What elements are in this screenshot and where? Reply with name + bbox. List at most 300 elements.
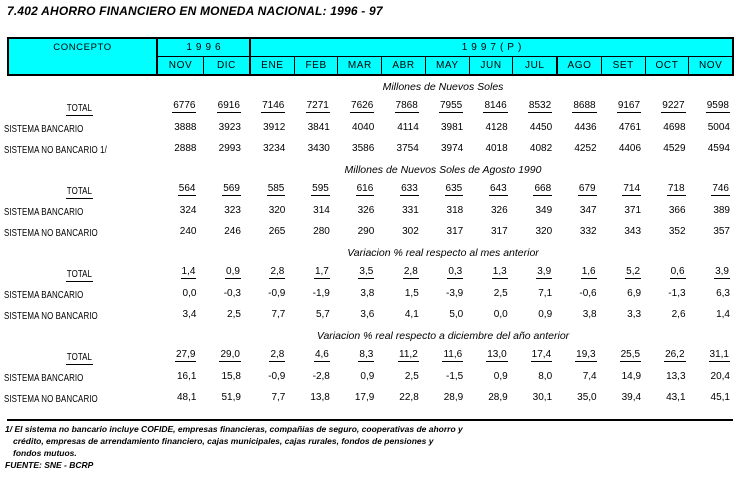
cell-value: 3,9	[715, 266, 729, 277]
months-row-1996	[158, 57, 249, 74]
year-group-1997	[249, 39, 732, 74]
cell-value: 17,4	[531, 349, 552, 360]
cell	[376, 226, 420, 237]
cell	[688, 100, 732, 113]
cell	[599, 392, 643, 403]
cell	[287, 122, 331, 133]
cell-value: -0,6	[579, 288, 597, 299]
cell	[599, 205, 643, 216]
cell-value: 14,9	[621, 371, 642, 382]
cell-value: 3586	[352, 143, 375, 154]
cell	[243, 205, 287, 216]
cell	[376, 143, 420, 154]
cell	[510, 371, 554, 382]
cell-value: 9598	[706, 100, 729, 111]
cell-value: 7146	[262, 100, 285, 111]
cell	[688, 226, 732, 237]
cell	[332, 392, 376, 403]
cell	[198, 288, 242, 299]
cell	[599, 266, 643, 279]
cell	[688, 309, 732, 320]
row-label-cell	[4, 306, 154, 324]
cell-value: 3,9	[537, 266, 552, 277]
cell-value: 26,2	[665, 349, 685, 360]
cell	[421, 309, 465, 320]
table-row	[4, 283, 732, 304]
cell	[510, 205, 554, 216]
cell-value: -0,9	[268, 288, 286, 299]
cell	[688, 183, 732, 196]
cell-value: 4040	[352, 122, 375, 133]
cell	[376, 266, 420, 279]
month-header-oct-1: OCT	[645, 57, 689, 74]
cell-value: 2,8	[270, 349, 285, 360]
cell-value: 43,1	[666, 392, 686, 403]
row-label-cell	[4, 347, 154, 365]
cell-value: 326	[491, 205, 508, 216]
cell	[465, 226, 509, 237]
cell	[332, 143, 376, 154]
cell-value: 1,4	[716, 309, 730, 320]
cell	[243, 266, 287, 279]
cell	[643, 122, 687, 133]
month-header-ene-1: ENE	[261, 60, 284, 71]
cell-value: 718	[667, 183, 685, 194]
cell	[198, 143, 242, 154]
month-header-jun-1: JUN	[469, 57, 513, 74]
cell	[287, 392, 331, 403]
row-label-cell	[4, 181, 154, 199]
month-header-may-1: MAY	[425, 57, 469, 74]
cell	[154, 309, 198, 320]
cell-value: 4761	[618, 122, 642, 133]
year-label-1997: 1997(P)	[251, 39, 732, 57]
cell-value: 8688	[573, 100, 596, 111]
cell	[510, 122, 554, 133]
cell	[643, 392, 687, 403]
table-row	[4, 304, 732, 325]
month-header-jul-1: JUL	[512, 57, 556, 74]
months-row-1997	[251, 57, 732, 74]
cell	[154, 100, 198, 113]
cell-value: 11,6	[443, 349, 463, 360]
cell	[643, 143, 687, 154]
cell	[465, 288, 509, 299]
cell	[154, 183, 198, 196]
cell	[599, 309, 643, 320]
row-label: TOTAL	[66, 268, 92, 280]
cell	[376, 183, 420, 196]
row-label-cell	[4, 202, 154, 220]
cell	[554, 371, 598, 382]
section-3	[4, 325, 732, 408]
row-label-cell	[4, 285, 154, 303]
cell-value: 8146	[484, 100, 507, 111]
cell-value: 2888	[174, 143, 197, 154]
month-header-feb-1: FEB	[294, 57, 338, 74]
cell-value: 4114	[397, 122, 419, 133]
cell-value: -1,3	[668, 288, 686, 299]
cell-value: 323	[224, 205, 241, 216]
cell	[198, 371, 242, 382]
cell	[688, 143, 732, 154]
cell	[465, 205, 509, 216]
cell-value: 326	[357, 205, 375, 216]
cell-value: 2,5	[404, 371, 419, 382]
cell-value: 2,6	[671, 309, 686, 320]
cell	[688, 122, 732, 133]
cell	[332, 100, 376, 113]
cell-value: 7271	[306, 100, 329, 111]
row-label: TOTAL	[66, 351, 92, 363]
month-header-abr-1: ABR	[381, 57, 425, 74]
cell-value: 6776	[173, 100, 196, 111]
cell	[287, 100, 331, 113]
cell	[421, 392, 465, 403]
cell-value: 4529	[663, 143, 686, 154]
cell	[599, 349, 643, 362]
row-label: SISTEMA NO BANCARIO	[4, 393, 98, 405]
cell	[688, 392, 732, 403]
cell	[287, 183, 331, 196]
cell-value: 317	[491, 226, 508, 237]
cell-value: 30,1	[532, 392, 553, 403]
cell	[332, 288, 376, 299]
cell	[154, 349, 198, 362]
cell	[198, 226, 242, 237]
cell-value: 280	[313, 226, 330, 237]
cell-value: 3,4	[182, 309, 197, 320]
cell	[287, 143, 331, 154]
cell	[599, 122, 643, 133]
row-label: SISTEMA NO BANCARIO 1/	[4, 144, 107, 156]
cell-value: -3,9	[445, 288, 464, 299]
cell	[643, 288, 687, 299]
cell	[198, 309, 242, 320]
row-label: SISTEMA BANCARIO	[4, 372, 84, 384]
cell-value: 16,1	[176, 371, 197, 382]
cell-value: 51,9	[221, 392, 241, 403]
row-label-cell	[4, 389, 154, 407]
row-label: SISTEMA NO BANCARIO	[4, 227, 98, 239]
cell-value: 595	[312, 183, 329, 194]
cell-value: 39,4	[621, 392, 642, 403]
cell	[510, 309, 554, 320]
cell	[554, 143, 598, 154]
cell-value: 0,9	[360, 371, 375, 382]
cell	[421, 143, 465, 154]
cell	[376, 122, 420, 133]
section-0	[4, 76, 732, 159]
cell	[465, 266, 509, 279]
cell	[465, 143, 509, 154]
cell-value: 4698	[663, 122, 686, 133]
footnote-line: crédito, empresas de arrendamiento financiero, cajas municipales, cajas rurales, fondos de pensiones y	[13, 436, 434, 446]
cell	[243, 309, 287, 320]
cell	[688, 349, 732, 362]
cell-value: 0,9	[538, 309, 553, 320]
cell-value: 6,3	[716, 288, 730, 299]
source-note: FUENTE: SNE - BCRP	[5, 460, 94, 470]
cell-value: 8,0	[538, 371, 553, 382]
cell-value: 3981	[440, 122, 464, 133]
cell	[154, 288, 198, 299]
cell-value: 265	[268, 226, 286, 237]
cell	[332, 226, 376, 237]
cell-value: 45,1	[710, 392, 730, 403]
cell-value: 0,6	[670, 266, 685, 277]
row-label-cell	[4, 98, 154, 116]
cell	[198, 122, 242, 133]
cell-value: 3974	[440, 143, 464, 154]
cell	[643, 349, 687, 362]
cell	[465, 183, 509, 196]
cell-value: 7955	[439, 100, 463, 111]
cell	[243, 349, 287, 362]
cell-value: 4450	[529, 122, 553, 133]
cell-value: 31,1	[709, 349, 729, 360]
cell	[510, 226, 554, 237]
cell-value: 4436	[574, 122, 597, 133]
cell-value: 3,8	[582, 309, 597, 320]
year-group-1996	[158, 39, 249, 74]
cell-value: -0,3	[223, 288, 241, 299]
cell	[510, 392, 554, 403]
year-label-1996: 1996	[158, 39, 249, 57]
month-header-set-1: SET	[601, 57, 645, 74]
cell	[465, 349, 509, 362]
cell	[287, 309, 331, 320]
cell	[554, 288, 598, 299]
cell	[599, 100, 643, 113]
cell-value: 28,9	[443, 392, 464, 403]
cell-value: 0,9	[493, 371, 508, 382]
row-label-cell	[4, 264, 154, 282]
cell	[465, 309, 509, 320]
cell-value: 569	[223, 183, 240, 194]
cell	[332, 309, 376, 320]
cell-value: 7868	[395, 100, 418, 111]
cell-value: 2,5	[227, 309, 241, 320]
cell-value: 357	[713, 226, 730, 237]
cell	[287, 349, 331, 362]
cell-value: 1,6	[581, 266, 596, 277]
cell-value: 668	[534, 183, 552, 194]
cell	[688, 288, 732, 299]
table-row	[4, 387, 732, 408]
cell-value: 22,8	[399, 392, 419, 403]
cell-value: 679	[578, 183, 596, 194]
cell	[554, 205, 598, 216]
cell	[198, 205, 242, 216]
cell-value: 0,0	[493, 309, 508, 320]
cell	[243, 183, 287, 196]
cell	[554, 349, 598, 362]
cell-value: 332	[579, 226, 597, 237]
cell	[421, 183, 465, 196]
cell-value: 5,7	[315, 309, 330, 320]
cell	[154, 371, 198, 382]
cell	[243, 392, 287, 403]
cell	[554, 100, 598, 113]
cell	[287, 226, 331, 237]
section-title: Millones de Nuevos Soles	[382, 81, 504, 93]
cell-value: 317	[446, 226, 464, 237]
cell-value: 324	[179, 205, 197, 216]
cell-value: 347	[579, 205, 597, 216]
cell-value: 366	[668, 205, 686, 216]
footnotes	[5, 423, 463, 471]
table-row	[4, 221, 732, 242]
cell	[243, 100, 287, 113]
cell	[688, 371, 732, 382]
cell	[154, 122, 198, 133]
cell-value: 2,8	[270, 266, 285, 277]
cell-value: 3912	[263, 122, 286, 133]
cell-value: 27,9	[175, 349, 196, 360]
cell-value: 35,0	[577, 392, 597, 403]
cell-value: 302	[402, 226, 419, 237]
cell-value: 1,3	[492, 266, 507, 277]
cell	[554, 226, 598, 237]
cell-value: 48,1	[176, 392, 197, 403]
cell-value: 3,6	[360, 309, 375, 320]
cell-value: 19,3	[576, 349, 596, 360]
row-label: TOTAL	[66, 185, 92, 197]
row-label-cell	[4, 140, 154, 158]
cell	[421, 226, 465, 237]
cell-value: 3,5	[359, 266, 374, 277]
cell-value: 5004	[707, 122, 730, 133]
month-header-ago-1: AGO	[556, 57, 601, 74]
cell-value: 5,0	[449, 309, 464, 320]
cell	[332, 349, 376, 362]
cell-value: 3430	[307, 143, 330, 154]
cell	[332, 266, 376, 279]
cell-value: 4082	[529, 143, 553, 154]
cell	[510, 183, 554, 196]
cell-value: 9167	[617, 100, 641, 111]
cell	[599, 226, 643, 237]
cell-value: 0,0	[182, 288, 197, 299]
cell-value: 7,7	[271, 309, 286, 320]
cell	[332, 371, 376, 382]
cell	[332, 205, 376, 216]
cell-value: 7,4	[582, 371, 597, 382]
cell	[198, 349, 242, 362]
row-label-cell	[4, 223, 154, 241]
table-row	[4, 179, 732, 200]
cell-value: 4594	[707, 143, 730, 154]
cell	[554, 122, 598, 133]
cell-value: 8532	[528, 100, 552, 111]
cell-value: 318	[446, 205, 464, 216]
cell-value: 28,9	[488, 392, 508, 403]
cell	[287, 205, 331, 216]
cell	[510, 288, 554, 299]
cell-value: 29,0	[220, 349, 240, 360]
cell-value: 6,9	[627, 288, 642, 299]
cell	[465, 100, 509, 113]
cell-value: 15,8	[221, 371, 241, 382]
footnote-line: fondos mutuos.	[13, 448, 77, 458]
cell	[243, 143, 287, 154]
cell	[421, 371, 465, 382]
cell	[198, 183, 242, 196]
table-row	[4, 138, 732, 159]
cell	[154, 266, 198, 279]
section-1	[4, 159, 732, 242]
cell-value: 643	[490, 183, 507, 194]
section-title: Variacion % real respecto al mes anterior	[347, 247, 539, 259]
cell	[376, 349, 420, 362]
table-row	[4, 366, 732, 387]
cell	[376, 371, 420, 382]
cell-value: 2993	[218, 143, 241, 154]
cell-value: 3,8	[360, 288, 375, 299]
cell-value: 4252	[574, 143, 597, 154]
table-row	[4, 117, 732, 138]
cell	[243, 371, 287, 382]
cell-value: 314	[313, 205, 330, 216]
cell	[154, 226, 198, 237]
cell-value: 20,4	[710, 371, 730, 382]
cell-value: -1,9	[312, 288, 330, 299]
cell-value: 4128	[485, 122, 508, 133]
cell-value: 4,1	[404, 309, 419, 320]
cell	[554, 392, 598, 403]
cell-value: 3754	[396, 143, 419, 154]
row-label-cell	[4, 368, 154, 386]
cell	[643, 309, 687, 320]
cell	[376, 205, 420, 216]
cell	[243, 288, 287, 299]
cell-value: 5,2	[626, 266, 641, 277]
table-row	[4, 262, 732, 283]
cell	[332, 122, 376, 133]
cell-value: 4406	[618, 143, 642, 154]
cell-value: 331	[402, 205, 419, 216]
section-title: Millones de Nuevos Soles de Agosto 1990	[344, 164, 542, 176]
cell	[421, 349, 465, 362]
cell-value: 585	[267, 183, 285, 194]
concepto-label: CONCEPTO	[53, 42, 112, 53]
cell-value: 13,8	[310, 392, 330, 403]
cell-value: 7,1	[538, 288, 553, 299]
cell	[243, 122, 287, 133]
cell-value: 7,7	[271, 392, 286, 403]
cell-value: 0,3	[448, 266, 463, 277]
cell	[510, 266, 554, 279]
cell-value: 616	[356, 183, 374, 194]
cell	[554, 309, 598, 320]
cell-value: 11,2	[399, 349, 418, 360]
row-label: SISTEMA BANCARIO	[4, 206, 84, 218]
cell-value: 320	[535, 226, 553, 237]
cell	[643, 371, 687, 382]
cell	[421, 205, 465, 216]
cell-value: 290	[357, 226, 375, 237]
row-label: SISTEMA BANCARIO	[4, 123, 84, 135]
cell-value: 13,0	[487, 349, 507, 360]
cell	[643, 226, 687, 237]
cell	[599, 183, 643, 196]
cell-value: 2,5	[493, 288, 508, 299]
cell-value: 17,9	[354, 392, 375, 403]
cell	[465, 392, 509, 403]
cell	[376, 288, 420, 299]
cell	[421, 288, 465, 299]
